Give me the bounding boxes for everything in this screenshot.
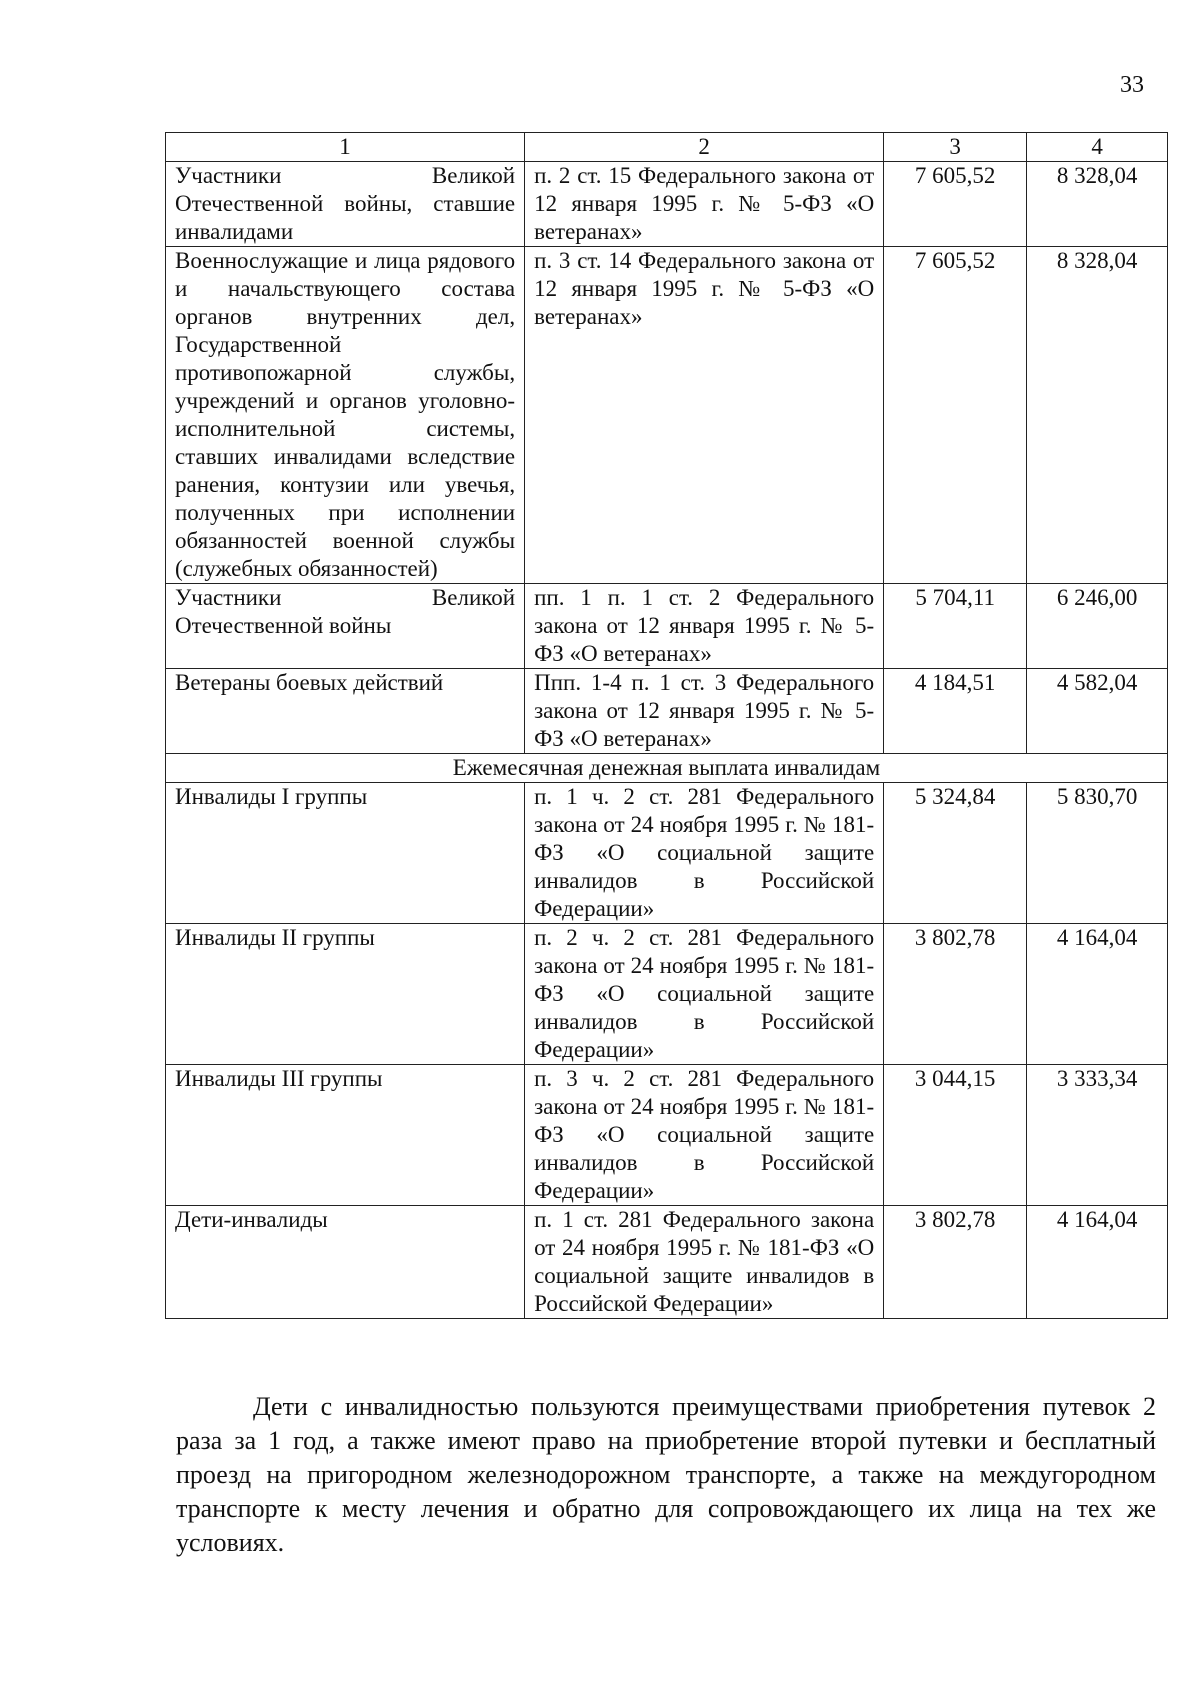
table-row xyxy=(166,924,1168,1065)
law-cell: пп. 1 п. 1 ст. 2 Федерального закона от 12 января 1995 г. № 5-ФЗ «О ветеранах» xyxy=(525,584,884,669)
column-header: 3 xyxy=(884,133,1027,162)
amount-cell: 3 044,15 xyxy=(884,1065,1027,1206)
benefits-table xyxy=(165,132,1168,1319)
law-cell: п. 3 ст. 14 Федерального закона от 12 января 1995 г. № 5-ФЗ «О ветеранах» xyxy=(525,247,884,584)
amount-cell: 5 830,70 xyxy=(1027,783,1168,924)
amount-cell: 4 164,04 xyxy=(1027,1206,1168,1319)
table-row xyxy=(166,783,1168,924)
law-cell: п. 2 ст. 15 Федерального закона от 12 января 1995 г. № 5-ФЗ «О ветеранах» xyxy=(525,162,884,247)
law-cell: Ппп. 1-4 п. 1 ст. 3 Федерального закона от 12 января 1995 г. № 5-ФЗ «О ветеранах» xyxy=(525,669,884,754)
amount-cell: 3 333,34 xyxy=(1027,1065,1168,1206)
table-row xyxy=(166,162,1168,247)
amount-cell: 8 328,04 xyxy=(1027,247,1168,584)
category-cell: Участники Великой Отечественной войны, ставшие инвалидами xyxy=(166,162,525,247)
category-cell: Ветераны боевых действий xyxy=(166,669,525,754)
amount-cell: 4 164,04 xyxy=(1027,924,1168,1065)
amount-cell: 7 605,52 xyxy=(884,247,1027,584)
section-title: Ежемесячная денежная выплата инвалидам xyxy=(166,754,1168,783)
amount-cell: 4 184,51 xyxy=(884,669,1027,754)
category-cell: Инвалиды II группы xyxy=(166,924,525,1065)
column-header: 4 xyxy=(1027,133,1168,162)
law-cell: п. 2 ч. 2 ст. 281 Федерального закона от 24 ноября 1995 г. № 181-ФЗ «О социальной защите инвалидов в Российской Федерации» xyxy=(525,924,884,1065)
table-row xyxy=(166,1065,1168,1206)
page-number: 33 xyxy=(1120,72,1144,98)
column-header: 1 xyxy=(166,133,525,162)
category-cell: Инвалиды III группы xyxy=(166,1065,525,1206)
table-row xyxy=(166,247,1168,584)
category-cell: Военнослужащие и лица рядового и начальствующего состава органов внутренних дел, Государственной противопожарной службы, учреждений и органов уголовно-исполнительной системы, ставших инвалидами вследствие ранения, контузии или увечья, полученных при исполнении обязанностей военной службы (служебных обязанностей) xyxy=(166,247,525,584)
category-cell: Дети-инвалиды xyxy=(166,1206,525,1319)
section-row xyxy=(166,754,1168,783)
amount-cell: 5 324,84 xyxy=(884,783,1027,924)
table-row xyxy=(166,584,1168,669)
amount-cell: 7 605,52 xyxy=(884,162,1027,247)
table-row xyxy=(166,669,1168,754)
amount-cell: 3 802,78 xyxy=(884,1206,1027,1319)
amount-cell: 6 246,00 xyxy=(1027,584,1168,669)
table-row xyxy=(166,1206,1168,1319)
amount-cell: 5 704,11 xyxy=(884,584,1027,669)
column-header: 2 xyxy=(525,133,884,162)
table-header-row xyxy=(166,133,1168,162)
body-paragraph: Дети с инвалидностью пользуются преимуществами приобретения путевок 2 раза за 1 год, а также имеют право на приобретение второй путевки и бесплатный проезд на пригородном железнодорожном транспорте, а также на междугородном транспорте к месту лечения и обратно для сопровождающего их лица на тех же условиях. xyxy=(176,1392,1156,1557)
amount-cell: 8 328,04 xyxy=(1027,162,1168,247)
law-cell: п. 1 ст. 281 Федерального закона от 24 ноября 1995 г. № 181-ФЗ «О социальной защите инвалидов в Российской Федерации» xyxy=(525,1206,884,1319)
category-cell: Инвалиды I группы xyxy=(166,783,525,924)
category-cell: Участники Великой Отечественной войны xyxy=(166,584,525,669)
amount-cell: 3 802,78 xyxy=(884,924,1027,1065)
law-cell: п. 1 ч. 2 ст. 281 Федерального закона от 24 ноября 1995 г. № 181-ФЗ «О социальной защите инвалидов в Российской Федерации» xyxy=(525,783,884,924)
law-cell: п. 3 ч. 2 ст. 281 Федерального закона от 24 ноября 1995 г. № 181-ФЗ «О социальной защите инвалидов в Российской Федерации» xyxy=(525,1065,884,1206)
amount-cell: 4 582,04 xyxy=(1027,669,1168,754)
